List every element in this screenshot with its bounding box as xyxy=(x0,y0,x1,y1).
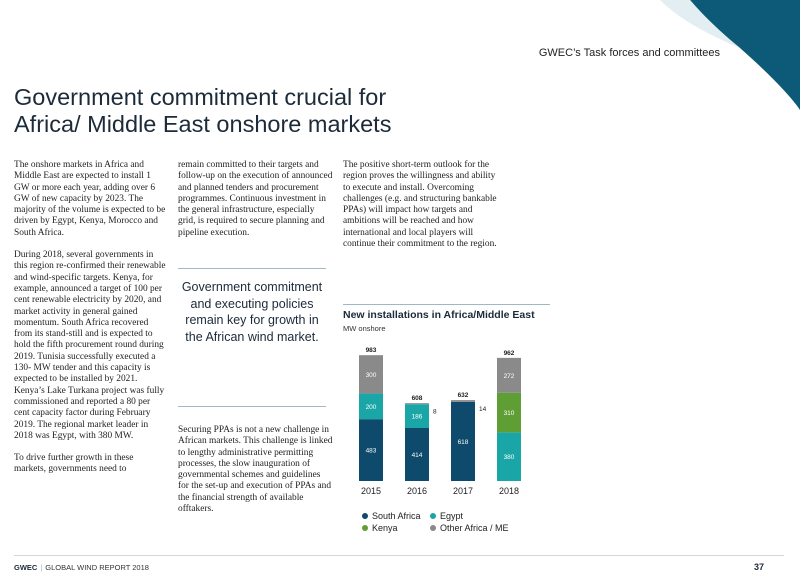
paragraph: To drive further growth in these markets, governments need to xyxy=(14,453,134,475)
chart-title: New installations in Africa/Middle East xyxy=(343,309,535,321)
data-label: 483 xyxy=(365,447,377,455)
x-tick-label: 2018 xyxy=(498,486,520,496)
data-label: 14 xyxy=(479,406,487,413)
paragraph: During 2018, several governments in this region re-confirmed their renewable and wind-specific targets. Kenya, for example, announced a target of 100 per cent renewable electricity by 2020, and market activity in general gained momentum. South Africa recovered from its stand-still and is expected to hold the fifth procurement round during 2019. Tunisia successfully executed a 130- MW tender and this capacity is expected to be installed by 2021. Kenya’s Lake Turkana project was fully commissioned and reported a 80 per cent capacity factor during February 2019. The regional market leader in 2018 was Egypt, with 380 MW. xyxy=(14,250,166,441)
paragraph: The positive short-term outlook for the region proves the willingness and ability to execute and install. Overcoming challenges (e.g. and structuring bankable PPAs) will impact how targets and ambitions will be reached and how international and local players will continue their commitment to the region. xyxy=(343,160,497,250)
page-number: 37 xyxy=(753,562,764,572)
paragraph: Securing PPAs is not a new challenge in African markets. This challenge is linked to lengthy administrative permitting processes, the slow inauguration of governmental schemes and guidelines for the set-up and execution of PPAs and the financial strength of available offtakers. xyxy=(178,425,333,515)
footer-report-title: GLOBAL WIND REPORT 2018 xyxy=(45,563,149,572)
body-column-3 xyxy=(343,160,503,261)
data-label: 310 xyxy=(503,410,515,418)
legend-item-egypt xyxy=(430,511,463,521)
data-label: 186 xyxy=(411,413,423,421)
total-label: 608 xyxy=(411,395,423,403)
legend-swatch xyxy=(362,513,368,519)
total-label: 983 xyxy=(365,347,377,355)
paragraph: remain committed to their targets and follow-up on the execution of announced and planned tenders and procurement programmes. Continuous investment in the general infrastructure, especially grid, is required to secure planning and pipeline execution. xyxy=(178,160,333,238)
body-column-1 xyxy=(14,160,166,487)
body-column-2-continued xyxy=(178,425,333,526)
legend-item-south-africa xyxy=(362,511,421,521)
data-label: 300 xyxy=(365,371,377,379)
footer xyxy=(14,563,149,572)
x-tick-label: 2015 xyxy=(360,486,382,496)
pullquote: Government commitment and executing policies remain key for growth in the African wind market. xyxy=(181,280,323,344)
legend-label: Kenya xyxy=(372,523,398,533)
data-label: 200 xyxy=(365,403,377,411)
pullquote-rule-top xyxy=(178,268,326,269)
footer-brand: GWEC xyxy=(14,563,38,572)
data-label: 618 xyxy=(457,438,469,446)
data-label: 8 xyxy=(433,408,437,416)
legend-swatch xyxy=(430,513,436,519)
paragraph: The onshore markets in Africa and Middle East are expected to install 1 GW or more each year, adding over 6 GW of new capacity by 2023. The majority of the volume is expected to be driven by Egypt, Kenya, Morocco and South Africa. xyxy=(14,160,166,238)
pullquote-rule-bottom xyxy=(178,406,326,407)
data-label: 272 xyxy=(503,372,515,380)
total-label: 962 xyxy=(503,349,515,357)
bar-segment xyxy=(405,403,429,404)
data-label: 380 xyxy=(503,454,515,462)
footer-separator: | xyxy=(40,563,43,572)
legend-item-kenya xyxy=(362,523,398,533)
bar-segment xyxy=(451,400,475,402)
bar-chart xyxy=(343,338,553,503)
data-label: 414 xyxy=(411,452,423,460)
running-head: GWEC’s Task forces and committees xyxy=(538,47,720,59)
legend-item-other-africa-me xyxy=(430,523,509,533)
legend-label: South Africa xyxy=(372,511,421,521)
legend-swatch xyxy=(362,525,368,531)
body-column-2 xyxy=(178,160,333,250)
legend-swatch xyxy=(430,525,436,531)
x-tick-label: 2016 xyxy=(406,486,428,496)
chart-subtitle: MW onshore xyxy=(343,324,386,333)
legend-label: Egypt xyxy=(440,511,464,521)
chart-rule xyxy=(343,304,550,305)
x-tick-label: 2017 xyxy=(452,486,474,496)
page-title: Government commitment crucial for Africa/ Middle East onshore markets xyxy=(14,84,392,137)
footer-rule xyxy=(14,555,784,556)
legend-label: Other Africa / ME xyxy=(440,523,509,533)
total-label: 632 xyxy=(457,392,469,400)
